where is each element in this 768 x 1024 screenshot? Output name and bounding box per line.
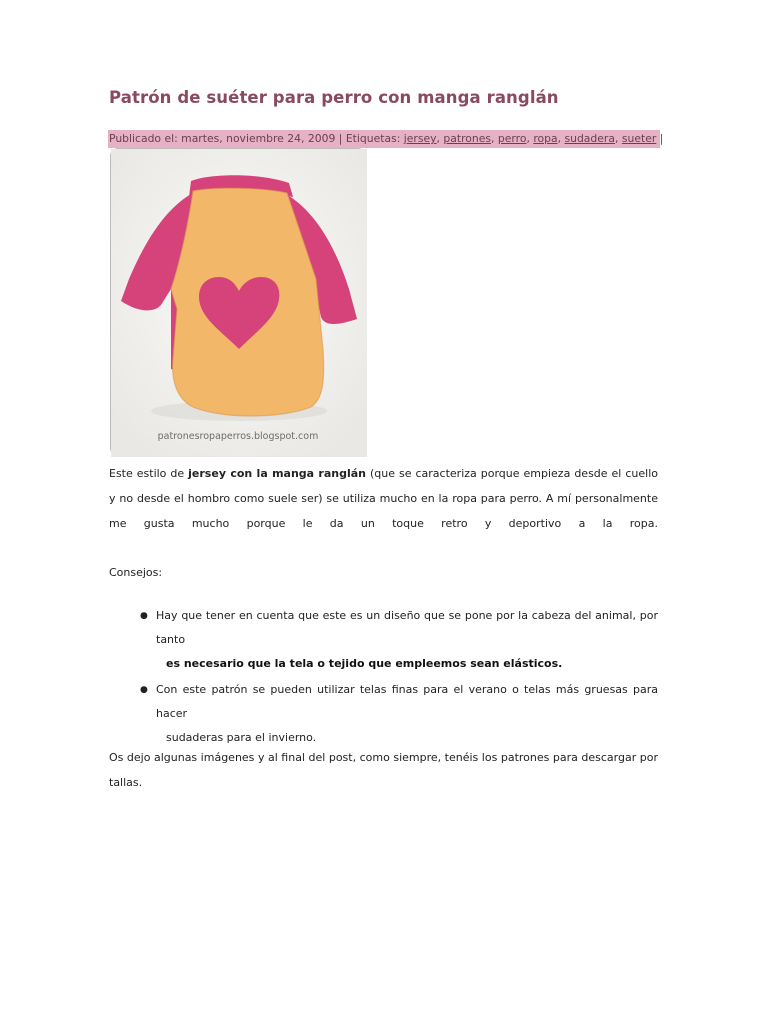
tips-list — [140, 604, 658, 752]
intro-paragraph — [109, 461, 658, 536]
tag-link-jersey[interactable]: jersey — [403, 132, 437, 145]
post-meta-bar: Publicado el: martes, noviembre 24, 2009 | Etiquetas: jersey, patrones, perro, ropa, sudadera, sueter | — [108, 130, 660, 148]
meta-separator: | — [656, 132, 664, 145]
list-item — [140, 678, 658, 750]
intro-text-start: Este estilo de — [109, 467, 189, 480]
post-date-label: Publicado el: martes, noviembre 24, 2009 | Etiquetas: — [109, 132, 404, 145]
tag-link-perro[interactable]: perro — [497, 132, 527, 145]
image-watermark: patronesropaperros.blogspot.com — [157, 431, 319, 442]
tag-link-patrones[interactable]: patrones — [443, 132, 492, 145]
tips-heading: Consejos: — [109, 566, 163, 579]
bullet-icon: ● — [140, 611, 148, 621]
intro-text-end: (que se caracteriza porque empieza desde el cuello y no desde el hombro como suele ser) se utiliza mucho en la ropa para perro. A mí personalmente me gusta mucho porque le da un toque retro y deportivo a la ropa. — [109, 467, 658, 530]
tag-link-sudadera[interactable]: sudadera — [564, 132, 615, 145]
tag-link-sueter[interactable]: sueter — [621, 132, 657, 145]
post-title: Patrón de suéter para perro con manga ranglán — [109, 88, 559, 107]
outro-paragraph: Os dejo algunas imágenes y al final del post, como siempre, tenéis los patrones para descargar por tallas. — [109, 751, 658, 789]
bullet-icon: ● — [140, 685, 148, 695]
tag-link-ropa[interactable]: ropa — [533, 132, 558, 145]
tip-text: Con este patrón se pueden utilizar telas finas para el verano o telas más gruesas para hacer — [156, 683, 658, 720]
tip-highlight: es necesario que la tela o tejido que empleemos sean elásticos. — [166, 657, 563, 670]
dog-sweater-illustration — [111, 149, 367, 457]
tip-text-continued: sudaderas para el invierno. — [166, 731, 317, 744]
sweater-photo — [110, 148, 366, 456]
list-item — [140, 604, 658, 676]
tip-text: Hay que tener en cuenta que este es un diseño que se pone por la cabeza del animal, por tanto — [156, 609, 658, 646]
intro-highlight: jersey con la manga ranglán — [188, 467, 366, 480]
